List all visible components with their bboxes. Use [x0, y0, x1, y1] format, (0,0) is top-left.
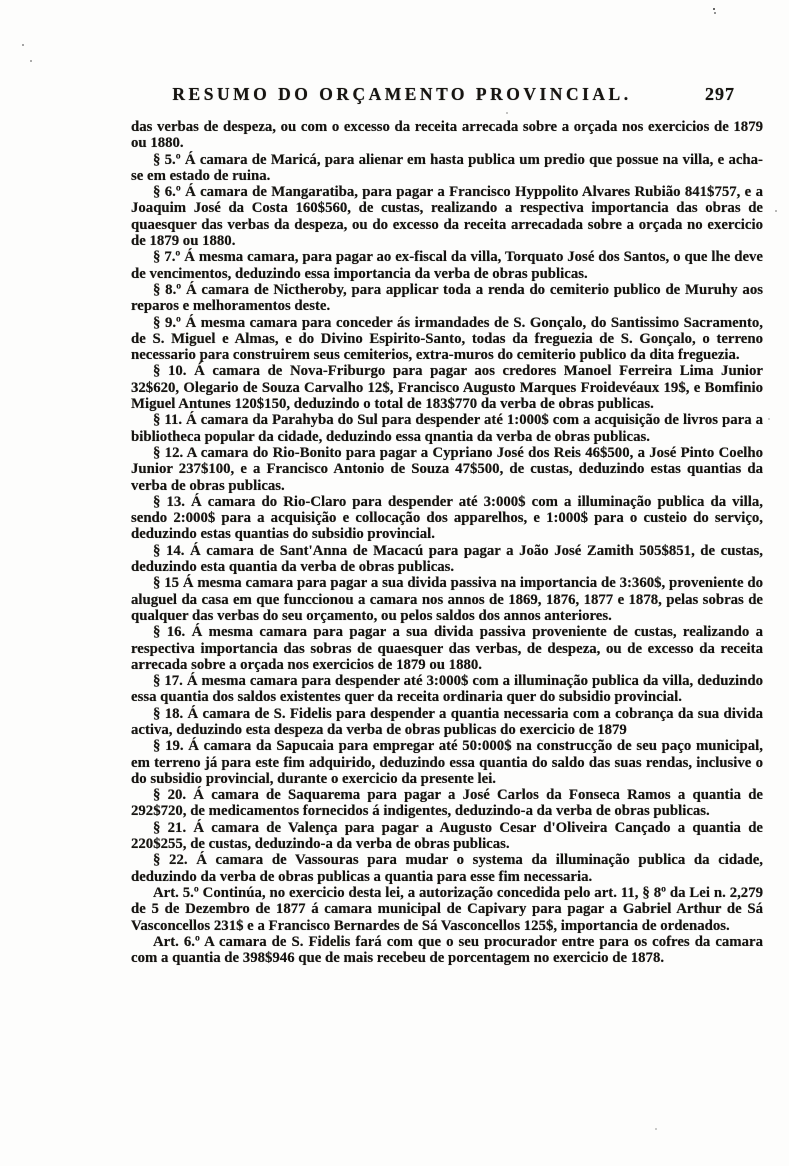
- paragraph: § 10. Á camara de Nova-Friburgo para pagar aos credores Manoel Ferreira Lima Junior 32$620, Olegario de Souza Carvalho 12$, Francisco Augusto Marques Froidevéaux 19$, e Bomfinio Miguel Antunes 120$150, deduzindo o total de 183$770 da verba de obras publicas.: [131, 363, 763, 413]
- paragraph: § 21. Á camara de Valença para pagar a Augusto Cesar d'Oliveira Cançado a quantia de 220$255, de custas, deduzindo-a da verba de obras publicas.: [131, 819, 763, 853]
- paragraph: § 17. Á mesma camara para despender até 3:000$ com a illuminação publica da villa, deduzindo essa quantia dos saldos existentes quer da receita ordinaria quer do subsidio provincial.: [131, 673, 763, 706]
- paragraph: § 13. Á camara do Rio-Claro para despender até 3:000$ com a illuminação publica da villa, sendo 2:000$ para a acquisição e collocação dos apparelhos, e 1:000$ para o custeio do serviço, deduzindo estas quantias do subsidio provincial.: [131, 493, 763, 543]
- paragraph: § 19. Á camara da Sapucaia para empregar até 50:000$ na construcção de seu paço municipal, em terreno já para este fim adquirido, deduzindo essa quantia do saldo das suas rendas, inclusive o do subsidio provincial, durante o exercicio da presente lei.: [131, 738, 763, 787]
- paragraph: § 15 Á mesma camara para pagar a sua divida passiva na importancia de 3:360$, proveniente do aluguel da casa em que funccionou a camara nos annos de 1869, 1876, 1877 e 1878, pelas sobras de qualquer das verbas do seu orçamento, ou pelos saldos dos annos anteriores.: [131, 575, 763, 624]
- paragraph: § 22. Á camara de Vassouras para mudar o systema da illuminação publica da cidade, deduzindo da verba de obras publicas a quantia para esse fim necessaria.: [131, 852, 763, 885]
- paragraph: § 6.º Á camara de Mangaratiba, para pagar a Francisco Hyppolito Alvares Rubião 841$757, e a Joaquim José da Costa 160$560, de custas, realizando a respectiva importancia das obras de quaesquer das verbas da despeza, ou do excesso da receita arrecadada sobre a orçada no exercicio de 1879 ou 1880.: [131, 184, 763, 250]
- paragraph: § 7.º Á mesma camara, para pagar ao ex-fiscal da villa, Torquato José dos Santos, o que lhe deve de vencimentos, deduzindo essa importancia da verba de obras publicas.: [131, 249, 763, 282]
- paragraph: das verbas de despeza, ou com o excesso da receita arrecada sobre a orçada nos exercicios de 1879 ou 1880.: [131, 119, 763, 152]
- paragraph: § 9.º Á mesma camara para conceder ás irmandades de S. Gonçalo, do Santissimo Sacramento, de S. Miguel e Almas, e do Divino Espirito-Santo, todas da freguezia de S. Gonçalo, o terreno necessario para construirem seus cemiterios, extra-muros do cemiterio publico da dita freguezia.: [131, 314, 763, 364]
- page-body: [131, 119, 763, 966]
- paragraph: § 20. Á camara de Saquarema para pagar a José Carlos da Fonseca Ramos a quantia de 292$720, de medicamentos fornecidos á indigentes, deduzindo-a da verba de obras publicas.: [131, 787, 763, 820]
- paragraph: Art. 6.º A camara de S. Fidelis fará com que o seu procurador entre para os cofres da camara com a quantia de 398$946 que de mais recebeu de porcentagem no exercicio de 1878.: [131, 933, 763, 967]
- running-title: RESUMO DO ORÇAMENTO PROVINCIAL.: [172, 84, 632, 104]
- paragraph: § 14. Á camara de Sant'Anna de Macacú para pagar a João José Zamith 505$851, de custas, deduzindo esta quantia da verba de obras publicas.: [131, 542, 763, 576]
- paragraph: § 11. Á camara da Parahyba do Sul para despender até 1:000$ com a acquisição de livros para a bibliotheca popular da cidade, deduzindo essa qnantia da verba de obras publicas.: [131, 412, 763, 445]
- scan-noise-speckles: [0, 0, 2, 2]
- paragraph: § 5.º Á camara de Maricá, para alienar em hasta publica um predio que possue na villa, e acha-se em estado de ruina.: [131, 151, 763, 184]
- paragraph: § 12. A camara do Rio-Bonito para pagar a Cypriano José dos Reis 46$500, a José Pinto Coelho Junior 237$100, e a Francisco Antonio de Souza 47$500, de custas, deduzindo estas quantias da verba de obras publicas.: [131, 444, 763, 494]
- page-number: 297: [705, 84, 735, 104]
- paragraph: § 16. Á mesma camara para pagar a sua divida passiva proveniente de custas, realizando a respectiva importancia das sobras de quaesquer das verbas, de despeza, ou de excesso da receita arrecada sobre a orçada nos exercicios de 1879 ou 1880.: [131, 624, 763, 673]
- page-header: [131, 84, 763, 108]
- paragraph: § 8.º Á camara de Nictheroby, para applicar toda a renda do cemiterio publico de Muruhy aos reparos e melhoramentos deste.: [131, 281, 763, 315]
- paragraph: § 18. Á camara de S. Fidelis para despender a quantia necessaria com a cobrança da sua divida activa, deduzindo esta despeza da verba de obras publicas do exercicio de 1879: [131, 705, 763, 738]
- paragraph: Art. 5.º Continúa, no exercicio desta lei, a autorização concedida pelo art. 11, § 8º da Lei n. 2,279 de 5 de Dezembro de 1877 á camara municipal de Capivary para pagar a Gabriel Arthur de Sá Vasconcellos 231$ e a Francisco Bernardes de Sá Vasconcellos 125$, importancia de ordenados.: [131, 884, 763, 934]
